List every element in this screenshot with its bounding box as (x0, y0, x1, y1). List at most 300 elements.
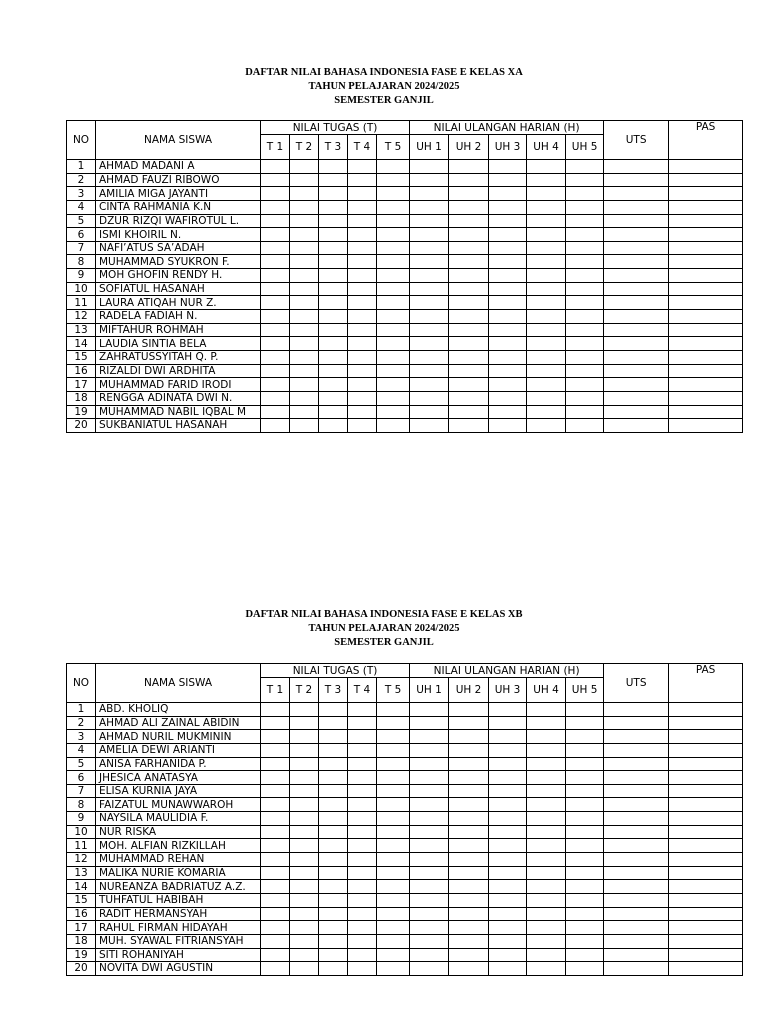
uh-score-cell[interactable] (449, 934, 489, 948)
tugas-score-cell[interactable] (348, 405, 377, 419)
tugas-score-cell[interactable] (290, 825, 319, 839)
uh-score-cell[interactable] (410, 160, 449, 174)
uh-score-cell[interactable] (449, 228, 489, 242)
pas-score-cell[interactable] (669, 405, 743, 419)
uts-score-cell[interactable] (604, 337, 669, 351)
tugas-score-cell[interactable] (290, 405, 319, 419)
tugas-score-cell[interactable] (290, 812, 319, 826)
tugas-score-cell[interactable] (290, 378, 319, 392)
uh-score-cell[interactable] (410, 703, 449, 717)
uh-score-cell[interactable] (410, 419, 449, 433)
tugas-score-cell[interactable] (261, 200, 290, 214)
tugas-score-cell[interactable] (261, 716, 290, 730)
pas-score-cell[interactable] (669, 716, 743, 730)
tugas-score-cell[interactable] (290, 173, 319, 187)
uh-score-cell[interactable] (410, 187, 449, 201)
uh-score-cell[interactable] (527, 419, 566, 433)
uts-score-cell[interactable] (604, 893, 669, 907)
uh-score-cell[interactable] (410, 364, 449, 378)
tugas-score-cell[interactable] (290, 419, 319, 433)
tugas-score-cell[interactable] (348, 296, 377, 310)
tugas-score-cell[interactable] (377, 323, 410, 337)
uh-score-cell[interactable] (489, 296, 527, 310)
pas-score-cell[interactable] (669, 255, 743, 269)
pas-score-cell[interactable] (669, 269, 743, 283)
uh-score-cell[interactable] (449, 948, 489, 962)
pas-score-cell[interactable] (669, 200, 743, 214)
uh-score-cell[interactable] (527, 703, 566, 717)
tugas-score-cell[interactable] (348, 214, 377, 228)
uh-score-cell[interactable] (489, 337, 527, 351)
tugas-score-cell[interactable] (290, 893, 319, 907)
uh-score-cell[interactable] (410, 716, 449, 730)
uh-score-cell[interactable] (489, 771, 527, 785)
tugas-score-cell[interactable] (319, 716, 348, 730)
tugas-score-cell[interactable] (261, 310, 290, 324)
uh-score-cell[interactable] (410, 948, 449, 962)
uts-score-cell[interactable] (604, 907, 669, 921)
tugas-score-cell[interactable] (377, 934, 410, 948)
pas-score-cell[interactable] (669, 350, 743, 364)
pas-score-cell[interactable] (669, 948, 743, 962)
tugas-score-cell[interactable] (377, 839, 410, 853)
tugas-score-cell[interactable] (261, 812, 290, 826)
uh-score-cell[interactable] (489, 350, 527, 364)
tugas-score-cell[interactable] (290, 214, 319, 228)
tugas-score-cell[interactable] (261, 187, 290, 201)
pas-score-cell[interactable] (669, 921, 743, 935)
uh-score-cell[interactable] (449, 716, 489, 730)
tugas-score-cell[interactable] (348, 187, 377, 201)
uh-score-cell[interactable] (489, 921, 527, 935)
tugas-score-cell[interactable] (319, 962, 348, 976)
tugas-score-cell[interactable] (290, 839, 319, 853)
tugas-score-cell[interactable] (261, 880, 290, 894)
tugas-score-cell[interactable] (377, 812, 410, 826)
uh-score-cell[interactable] (410, 296, 449, 310)
tugas-score-cell[interactable] (319, 364, 348, 378)
pas-score-cell[interactable] (669, 893, 743, 907)
uh-score-cell[interactable] (489, 907, 527, 921)
tugas-score-cell[interactable] (377, 880, 410, 894)
pas-score-cell[interactable] (669, 337, 743, 351)
uts-score-cell[interactable] (604, 310, 669, 324)
uh-score-cell[interactable] (566, 853, 604, 867)
pas-score-cell[interactable] (669, 323, 743, 337)
tugas-score-cell[interactable] (290, 784, 319, 798)
tugas-score-cell[interactable] (261, 323, 290, 337)
uh-score-cell[interactable] (527, 757, 566, 771)
uh-score-cell[interactable] (410, 391, 449, 405)
tugas-score-cell[interactable] (290, 200, 319, 214)
tugas-score-cell[interactable] (377, 173, 410, 187)
tugas-score-cell[interactable] (377, 282, 410, 296)
pas-score-cell[interactable] (669, 378, 743, 392)
uh-score-cell[interactable] (527, 296, 566, 310)
uts-score-cell[interactable] (604, 853, 669, 867)
tugas-score-cell[interactable] (348, 241, 377, 255)
tugas-score-cell[interactable] (348, 866, 377, 880)
tugas-score-cell[interactable] (377, 798, 410, 812)
tugas-score-cell[interactable] (319, 730, 348, 744)
uh-score-cell[interactable] (566, 391, 604, 405)
uh-score-cell[interactable] (410, 757, 449, 771)
tugas-score-cell[interactable] (348, 743, 377, 757)
pas-score-cell[interactable] (669, 771, 743, 785)
tugas-score-cell[interactable] (290, 337, 319, 351)
tugas-score-cell[interactable] (290, 948, 319, 962)
tugas-score-cell[interactable] (348, 934, 377, 948)
uh-score-cell[interactable] (410, 323, 449, 337)
uh-score-cell[interactable] (489, 228, 527, 242)
uh-score-cell[interactable] (449, 771, 489, 785)
uh-score-cell[interactable] (489, 825, 527, 839)
tugas-score-cell[interactable] (290, 730, 319, 744)
tugas-score-cell[interactable] (348, 378, 377, 392)
tugas-score-cell[interactable] (348, 716, 377, 730)
uts-score-cell[interactable] (604, 364, 669, 378)
uh-score-cell[interactable] (527, 825, 566, 839)
tugas-score-cell[interactable] (319, 921, 348, 935)
uh-score-cell[interactable] (489, 730, 527, 744)
tugas-score-cell[interactable] (377, 296, 410, 310)
uts-score-cell[interactable] (604, 214, 669, 228)
uh-score-cell[interactable] (489, 784, 527, 798)
uh-score-cell[interactable] (449, 839, 489, 853)
tugas-score-cell[interactable] (261, 784, 290, 798)
uh-score-cell[interactable] (527, 323, 566, 337)
uh-score-cell[interactable] (566, 241, 604, 255)
uh-score-cell[interactable] (566, 419, 604, 433)
pas-score-cell[interactable] (669, 173, 743, 187)
tugas-score-cell[interactable] (261, 282, 290, 296)
tugas-score-cell[interactable] (319, 391, 348, 405)
uh-score-cell[interactable] (489, 934, 527, 948)
uh-score-cell[interactable] (489, 419, 527, 433)
tugas-score-cell[interactable] (377, 241, 410, 255)
tugas-score-cell[interactable] (377, 853, 410, 867)
tugas-score-cell[interactable] (290, 716, 319, 730)
uh-score-cell[interactable] (527, 173, 566, 187)
uh-score-cell[interactable] (449, 853, 489, 867)
uh-score-cell[interactable] (566, 866, 604, 880)
uts-score-cell[interactable] (604, 160, 669, 174)
uts-score-cell[interactable] (604, 962, 669, 976)
tugas-score-cell[interactable] (290, 323, 319, 337)
tugas-score-cell[interactable] (348, 310, 377, 324)
uts-score-cell[interactable] (604, 703, 669, 717)
uh-score-cell[interactable] (449, 364, 489, 378)
pas-score-cell[interactable] (669, 703, 743, 717)
uh-score-cell[interactable] (527, 310, 566, 324)
tugas-score-cell[interactable] (319, 200, 348, 214)
uh-score-cell[interactable] (449, 391, 489, 405)
tugas-score-cell[interactable] (377, 214, 410, 228)
uh-score-cell[interactable] (449, 269, 489, 283)
uh-score-cell[interactable] (489, 405, 527, 419)
tugas-score-cell[interactable] (261, 757, 290, 771)
uh-score-cell[interactable] (449, 187, 489, 201)
tugas-score-cell[interactable] (319, 880, 348, 894)
uh-score-cell[interactable] (489, 839, 527, 853)
uh-score-cell[interactable] (449, 730, 489, 744)
tugas-score-cell[interactable] (348, 730, 377, 744)
uh-score-cell[interactable] (566, 364, 604, 378)
tugas-score-cell[interactable] (319, 825, 348, 839)
uh-score-cell[interactable] (566, 771, 604, 785)
tugas-score-cell[interactable] (348, 921, 377, 935)
uts-score-cell[interactable] (604, 296, 669, 310)
pas-score-cell[interactable] (669, 310, 743, 324)
tugas-score-cell[interactable] (261, 378, 290, 392)
tugas-score-cell[interactable] (290, 757, 319, 771)
tugas-score-cell[interactable] (319, 757, 348, 771)
uh-score-cell[interactable] (410, 893, 449, 907)
tugas-score-cell[interactable] (261, 948, 290, 962)
tugas-score-cell[interactable] (348, 323, 377, 337)
uh-score-cell[interactable] (566, 160, 604, 174)
uts-score-cell[interactable] (604, 716, 669, 730)
tugas-score-cell[interactable] (290, 364, 319, 378)
uts-score-cell[interactable] (604, 730, 669, 744)
uh-score-cell[interactable] (566, 934, 604, 948)
tugas-score-cell[interactable] (348, 364, 377, 378)
uh-score-cell[interactable] (449, 893, 489, 907)
uh-score-cell[interactable] (566, 907, 604, 921)
tugas-score-cell[interactable] (261, 962, 290, 976)
tugas-score-cell[interactable] (290, 228, 319, 242)
tugas-score-cell[interactable] (377, 350, 410, 364)
tugas-score-cell[interactable] (348, 419, 377, 433)
tugas-score-cell[interactable] (261, 405, 290, 419)
uh-score-cell[interactable] (449, 214, 489, 228)
tugas-score-cell[interactable] (319, 934, 348, 948)
uh-score-cell[interactable] (410, 378, 449, 392)
tugas-score-cell[interactable] (348, 200, 377, 214)
tugas-score-cell[interactable] (319, 405, 348, 419)
uh-score-cell[interactable] (449, 419, 489, 433)
uh-score-cell[interactable] (566, 173, 604, 187)
uh-score-cell[interactable] (527, 255, 566, 269)
uts-score-cell[interactable] (604, 200, 669, 214)
uh-score-cell[interactable] (410, 310, 449, 324)
uh-score-cell[interactable] (410, 228, 449, 242)
tugas-score-cell[interactable] (290, 853, 319, 867)
uh-score-cell[interactable] (527, 771, 566, 785)
uh-score-cell[interactable] (527, 866, 566, 880)
uh-score-cell[interactable] (489, 378, 527, 392)
tugas-score-cell[interactable] (348, 771, 377, 785)
uh-score-cell[interactable] (449, 743, 489, 757)
uh-score-cell[interactable] (527, 948, 566, 962)
uh-score-cell[interactable] (527, 364, 566, 378)
uts-score-cell[interactable] (604, 839, 669, 853)
pas-score-cell[interactable] (669, 296, 743, 310)
uh-score-cell[interactable] (566, 282, 604, 296)
tugas-score-cell[interactable] (377, 730, 410, 744)
uh-score-cell[interactable] (566, 269, 604, 283)
tugas-score-cell[interactable] (261, 391, 290, 405)
uh-score-cell[interactable] (449, 880, 489, 894)
uts-score-cell[interactable] (604, 241, 669, 255)
tugas-score-cell[interactable] (377, 866, 410, 880)
tugas-score-cell[interactable] (348, 757, 377, 771)
tugas-score-cell[interactable] (290, 934, 319, 948)
uh-score-cell[interactable] (410, 214, 449, 228)
uh-score-cell[interactable] (527, 962, 566, 976)
pas-score-cell[interactable] (669, 880, 743, 894)
uh-score-cell[interactable] (489, 812, 527, 826)
uh-score-cell[interactable] (566, 962, 604, 976)
uh-score-cell[interactable] (527, 921, 566, 935)
uh-score-cell[interactable] (489, 853, 527, 867)
uh-score-cell[interactable] (489, 948, 527, 962)
uh-score-cell[interactable] (566, 839, 604, 853)
uh-score-cell[interactable] (410, 200, 449, 214)
pas-score-cell[interactable] (669, 228, 743, 242)
tugas-score-cell[interactable] (348, 350, 377, 364)
tugas-score-cell[interactable] (377, 771, 410, 785)
tugas-score-cell[interactable] (319, 893, 348, 907)
uts-score-cell[interactable] (604, 784, 669, 798)
uh-score-cell[interactable] (410, 730, 449, 744)
pas-score-cell[interactable] (669, 214, 743, 228)
pas-score-cell[interactable] (669, 743, 743, 757)
uh-score-cell[interactable] (527, 880, 566, 894)
uh-score-cell[interactable] (566, 743, 604, 757)
tugas-score-cell[interactable] (348, 269, 377, 283)
tugas-score-cell[interactable] (290, 187, 319, 201)
uh-score-cell[interactable] (527, 200, 566, 214)
uh-score-cell[interactable] (566, 893, 604, 907)
pas-score-cell[interactable] (669, 934, 743, 948)
uh-score-cell[interactable] (449, 296, 489, 310)
uh-score-cell[interactable] (449, 825, 489, 839)
uh-score-cell[interactable] (489, 703, 527, 717)
uh-score-cell[interactable] (566, 730, 604, 744)
uh-score-cell[interactable] (489, 282, 527, 296)
tugas-score-cell[interactable] (261, 255, 290, 269)
uh-score-cell[interactable] (449, 866, 489, 880)
uh-score-cell[interactable] (566, 200, 604, 214)
uts-score-cell[interactable] (604, 173, 669, 187)
uts-score-cell[interactable] (604, 391, 669, 405)
uh-score-cell[interactable] (410, 853, 449, 867)
uh-score-cell[interactable] (566, 350, 604, 364)
uh-score-cell[interactable] (410, 962, 449, 976)
uh-score-cell[interactable] (566, 214, 604, 228)
uh-score-cell[interactable] (410, 282, 449, 296)
uh-score-cell[interactable] (527, 716, 566, 730)
tugas-score-cell[interactable] (319, 378, 348, 392)
tugas-score-cell[interactable] (290, 907, 319, 921)
tugas-score-cell[interactable] (319, 173, 348, 187)
tugas-score-cell[interactable] (377, 716, 410, 730)
uh-score-cell[interactable] (527, 893, 566, 907)
uh-score-cell[interactable] (449, 200, 489, 214)
tugas-score-cell[interactable] (348, 893, 377, 907)
uh-score-cell[interactable] (410, 798, 449, 812)
tugas-score-cell[interactable] (319, 323, 348, 337)
tugas-score-cell[interactable] (377, 962, 410, 976)
uh-score-cell[interactable] (566, 337, 604, 351)
uh-score-cell[interactable] (410, 934, 449, 948)
uh-score-cell[interactable] (489, 214, 527, 228)
uh-score-cell[interactable] (449, 350, 489, 364)
tugas-score-cell[interactable] (348, 962, 377, 976)
uh-score-cell[interactable] (449, 310, 489, 324)
uh-score-cell[interactable] (410, 825, 449, 839)
tugas-score-cell[interactable] (290, 241, 319, 255)
uh-score-cell[interactable] (489, 364, 527, 378)
uh-score-cell[interactable] (566, 757, 604, 771)
tugas-score-cell[interactable] (261, 893, 290, 907)
pas-score-cell[interactable] (669, 282, 743, 296)
uh-score-cell[interactable] (489, 893, 527, 907)
tugas-score-cell[interactable] (377, 228, 410, 242)
uh-score-cell[interactable] (527, 269, 566, 283)
tugas-score-cell[interactable] (377, 907, 410, 921)
tugas-score-cell[interactable] (319, 241, 348, 255)
uh-score-cell[interactable] (527, 378, 566, 392)
tugas-score-cell[interactable] (290, 310, 319, 324)
tugas-score-cell[interactable] (290, 962, 319, 976)
pas-score-cell[interactable] (669, 160, 743, 174)
tugas-score-cell[interactable] (319, 853, 348, 867)
tugas-score-cell[interactable] (348, 839, 377, 853)
uh-score-cell[interactable] (489, 241, 527, 255)
pas-score-cell[interactable] (669, 839, 743, 853)
tugas-score-cell[interactable] (261, 364, 290, 378)
pas-score-cell[interactable] (669, 825, 743, 839)
uh-score-cell[interactable] (410, 921, 449, 935)
uh-score-cell[interactable] (449, 282, 489, 296)
uh-score-cell[interactable] (410, 771, 449, 785)
uts-score-cell[interactable] (604, 771, 669, 785)
uh-score-cell[interactable] (566, 228, 604, 242)
uh-score-cell[interactable] (449, 784, 489, 798)
uh-score-cell[interactable] (449, 337, 489, 351)
uh-score-cell[interactable] (527, 391, 566, 405)
tugas-score-cell[interactable] (319, 337, 348, 351)
uh-score-cell[interactable] (527, 187, 566, 201)
tugas-score-cell[interactable] (261, 743, 290, 757)
uh-score-cell[interactable] (566, 880, 604, 894)
uts-score-cell[interactable] (604, 378, 669, 392)
uh-score-cell[interactable] (410, 269, 449, 283)
tugas-score-cell[interactable] (319, 269, 348, 283)
uh-score-cell[interactable] (566, 187, 604, 201)
tugas-score-cell[interactable] (348, 798, 377, 812)
tugas-score-cell[interactable] (348, 703, 377, 717)
tugas-score-cell[interactable] (261, 269, 290, 283)
uh-score-cell[interactable] (489, 200, 527, 214)
tugas-score-cell[interactable] (261, 703, 290, 717)
uts-score-cell[interactable] (604, 948, 669, 962)
uh-score-cell[interactable] (449, 323, 489, 337)
tugas-score-cell[interactable] (261, 419, 290, 433)
tugas-score-cell[interactable] (261, 853, 290, 867)
uh-score-cell[interactable] (449, 255, 489, 269)
tugas-score-cell[interactable] (377, 419, 410, 433)
uh-score-cell[interactable] (527, 812, 566, 826)
uh-score-cell[interactable] (489, 757, 527, 771)
pas-score-cell[interactable] (669, 757, 743, 771)
uts-score-cell[interactable] (604, 798, 669, 812)
uh-score-cell[interactable] (410, 907, 449, 921)
pas-score-cell[interactable] (669, 419, 743, 433)
uts-score-cell[interactable] (604, 282, 669, 296)
